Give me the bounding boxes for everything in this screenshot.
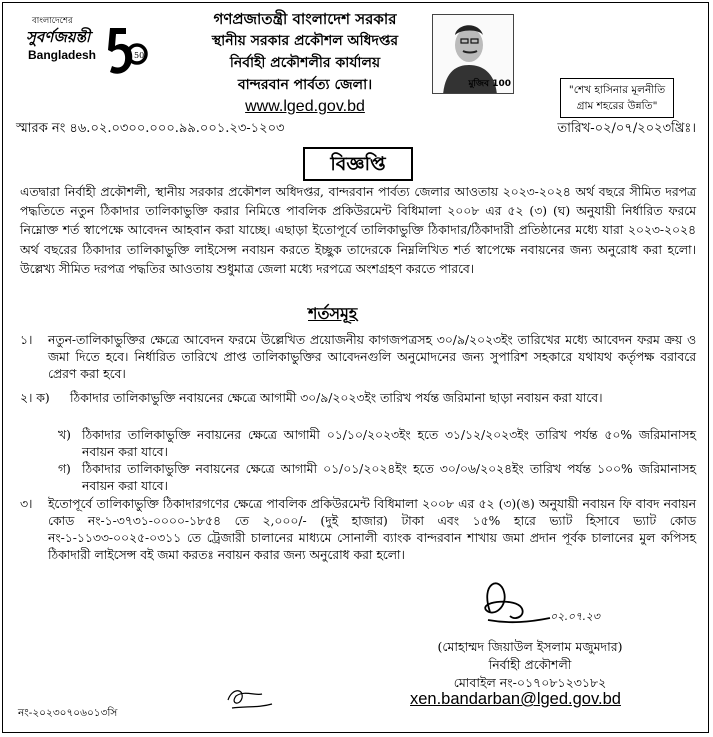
condition-number: ২। ক) (20, 391, 50, 405)
district-name: বান্দরবান পার্বত্য জেলা। (237, 77, 373, 93)
logo-country-text: Bangladesh (28, 48, 97, 62)
fifty-emblem-icon (104, 22, 148, 86)
logo-small-text: বাংলাদেশের (32, 16, 73, 26)
slogan-box (560, 78, 674, 118)
condition-item (20, 427, 696, 461)
slogan-line-1: "শেখ হাসিনার মূলনীতি (568, 84, 666, 96)
condition-text: ঠিকাদার তালিকাভুক্তি নবায়নের ক্ষেত্রে আগামী ০১/১০/২০২৩ইং হতে ৩১/১২/২০২৩ইং তারিখ পর্যন্ত ৫০% জরিমানাসহ নবায়ন করা যাবে। (82, 428, 696, 459)
conditions-title: শর্তসমূহ (308, 304, 358, 323)
logo-jayanti-text: সুবর্ণজয়ন্তী (26, 28, 91, 46)
condition-item (20, 332, 696, 383)
slogan-line-2: গ্রাম শহরের উন্নতি" (576, 100, 658, 112)
memo-date: তারিখ-০২/০৭/২০২৩খ্রিঃ। (557, 121, 696, 136)
memo-number: স্মারক নং ৪৬.০২.০৩০০.০০০.৯৯.০০১.২৩-১২০৩ (16, 121, 285, 136)
reference-number: নং-২০২৩০৭০৬০১৩সি (18, 707, 118, 719)
condition-item (20, 390, 696, 407)
signature-scribble-icon (450, 572, 650, 632)
signer-block (380, 638, 680, 692)
signer-designation: নির্বাহী প্রকৌশলী (488, 657, 572, 672)
condition-text: ইতোপূর্বে তালিকাভুক্তি ঠিকাদারগণের ক্ষেত্রে পাবলিক প্রকিউরমেন্ট বিধিমালা ২০০৮ এর ৫২ (৩)(ঙ) অনুযায়ী নবায়ন ফি বাবদ নবায়ন কোড নং-১-৩৭৩১-০০০০-১৮৫৪ তে ২,০০০/- (দুই হাজার) টাকা এবং ১৫% হারে ভ্যাট হিসাবে ভ্যাট কোড নং-১-১১৩৩-০০২৫-০৩১১ তে ট্রেজারী চালানের মাধ্যমে সোনালী ব্যাংক বান্দরবান শাখায় জমা প্রদান পূর্বক চালানের মুল কপিসহ ঠিকাদারী লাইসেন্স বই জমা করতঃ নবায়ন করার জন্য অনুরোধ করা হলো। (48, 497, 696, 562)
notice-title: বিজ্ঞপ্তি (303, 147, 413, 181)
signer-name: (মোহাম্মদ জিয়াউল ইসলাম মজুমদার) (437, 639, 623, 654)
signer-mobile: মোবাইল নং-০১৭০৮১২৩১৮২ (453, 675, 607, 690)
gov-name: গণপ্রজাতন্ত্রী বাংলাদেশ সরকার (213, 10, 397, 28)
initial-scribble-icon (222, 684, 282, 712)
condition-number: ৩। (20, 497, 33, 511)
mujib-100-label: মুজিব 100 (468, 79, 511, 89)
condition-item (20, 496, 696, 564)
signer-email[interactable]: xen.bandarban@lged.gov.bd (410, 690, 621, 708)
signature (450, 572, 650, 632)
office-name: নির্বাহী প্রকৌশলীর কার্যালয় (229, 55, 381, 71)
condition-item (20, 461, 696, 495)
condition-text: নতুন-তালিকাভুক্তির ক্ষেত্রে আবেদন ফরমে উল্লেখিত প্রয়োজনীয় কাগজপত্রসহ ৩০/৯/২০২৩ইং তারিখের মধ্যে আবেদন ফরম ক্রয় ও জমা দিতে হবে। নির্ধারিত তারিখে প্রাপ্ত তালিকাভুক্তির আবেদনগুলি অনুমোদনের জন্য সুপারিশ সহকারে যথাযথ কর্তৃপক্ষ বরাবরে প্রেরণ করা হবে। (48, 333, 696, 381)
condition-number: খ) (58, 428, 71, 442)
mujib-portrait (432, 14, 514, 94)
office-header (170, 8, 440, 118)
logo-number: 50 (134, 51, 145, 60)
condition-number: গ) (58, 462, 71, 476)
signature-date: ০২.০৭.২৩ (550, 610, 600, 623)
condition-text: ঠিকাদার তালিকাভুক্তি নবায়নের ক্ষেত্রে আগামী ৩০/৯/২০২৩ইং তারিখ পর্যন্ত জরিমানা ছাড়া নবায়ন করা যাবে। (70, 391, 603, 405)
condition-text: ঠিকাদার তালিকাভুক্তি নবায়নের ক্ষেত্রে আগামী ০১/০১/২০২৪ইং হতে ৩০/০৬/২০২৪ইং তারিখ পর্যন্ত ১০০% জরিমানাসহ নবায়ন করা যাবে। (82, 462, 696, 493)
condition-number: ১। (20, 333, 33, 347)
golden-jubilee-logo (20, 14, 145, 94)
website-link[interactable]: www.lged.gov.bd (245, 98, 365, 115)
intro-paragraph: এতদ্বারা নির্বাহী প্রকৌশলী, স্থানীয় সরকার প্রকৌশল অধিদপ্তর, বান্দরবান পার্বত্য জেলার আওতায় ২০২৩-২০২৪ অর্থ বছরে সীমিত দরপত্র পদ্ধতিতে নতুন ঠিকাদার তালিকাভুক্তি করার নিমিত্তে পাবলিক প্রকিউরমেন্ট বিধিমালা ২০০৮ এর ৫২ (৩) (ঘ) অনুযায়ী নির্ধারিত ফরমে নিম্নোক্ত শর্ত স্বাপেক্ষে আবেদন আহবান করা যাচ্ছে। এছাড়া ইতোপূর্বে তালিকাভুক্তি ঠিকাদার/ঠিকাদারী প্রতিষ্ঠানের মধ্যে যারা ২০২৩-২০২৪ অর্থ বছরের ঠিকাদার তালিকাভুক্তি লাইসেন্স নবায়ন করতে ইচ্ছুক তাদেরকে নিম্নলিখিত শর্ত স্বাপেক্ষে নবায়নের জন্য অনুরোধ করা হলো। উল্লেখ্য সীমিত দরপত্র পদ্ধতির আওতায় শুধুমাত্র জেলা মধ্যে দরপত্রে অংশগ্রহণ করতে পারবে। (20, 185, 696, 276)
dept-name: স্থানীয় সরকার প্রকৌশল অধিদপ্তর (211, 33, 399, 49)
